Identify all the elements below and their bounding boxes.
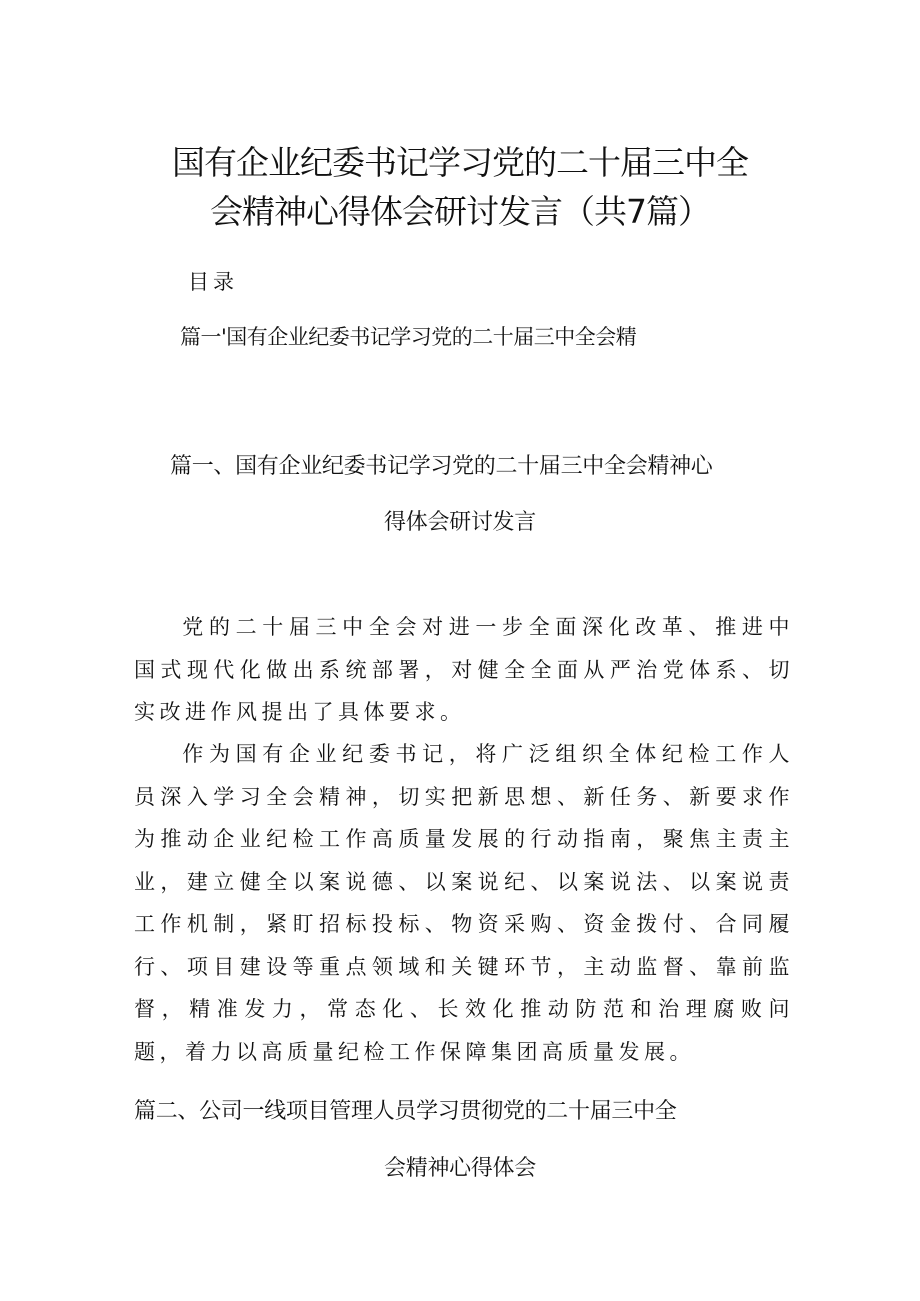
document-title-line-1: 国有企业纪委书记学习党的二十届三中全 xyxy=(172,143,748,182)
section-2-heading-line-1: 篇二、公司一线项目管理人员学习贯彻党的二十届三中全 xyxy=(134,1099,677,1124)
document-title-line-2: 会精神心得体会研讨发言（共7篇） xyxy=(210,192,710,231)
section-1-heading-line-1: 篇一、国有企业纪委书记学习党的二十届三中全会精神心 xyxy=(170,454,713,479)
toc-entry-1[interactable]: 篇一'国有企业纪委书记学习党的二十届三中全会精 xyxy=(180,325,637,349)
section-1-paragraph-1: 党的二十届三中全会对进一步全面深化改革、推进中国式现代化做出系统部署，对健全全面从严治党体系、切实改进作风提出了具体要求。 xyxy=(134,615,794,724)
section-1-heading-line-2: 得体会研讨发言 xyxy=(384,510,536,535)
toc-heading: 目录 xyxy=(188,270,238,294)
section-1-paragraph-2: 作为国有企业纪委书记，将广泛组织全体纪检工作人员深入学习全会精神，切实把新思想、新任务、新要求作为推动企业纪检工作高质量发展的行动指南，聚焦主责主业，建立健全以案说德、以案说纪、以案说法、以案说责工作机制，紧盯招标投标、物资采购、资金拨付、合同履行、项目建设等重点领域和关键环节，主动监督、靠前监督，精准发力，常态化、长效化推动防范和治理腐败问题，着力以高质量纪检工作保障集团高质量发展。 xyxy=(134,742,794,1064)
section-2-heading-line-2: 会精神心得体会 xyxy=(384,1156,536,1181)
